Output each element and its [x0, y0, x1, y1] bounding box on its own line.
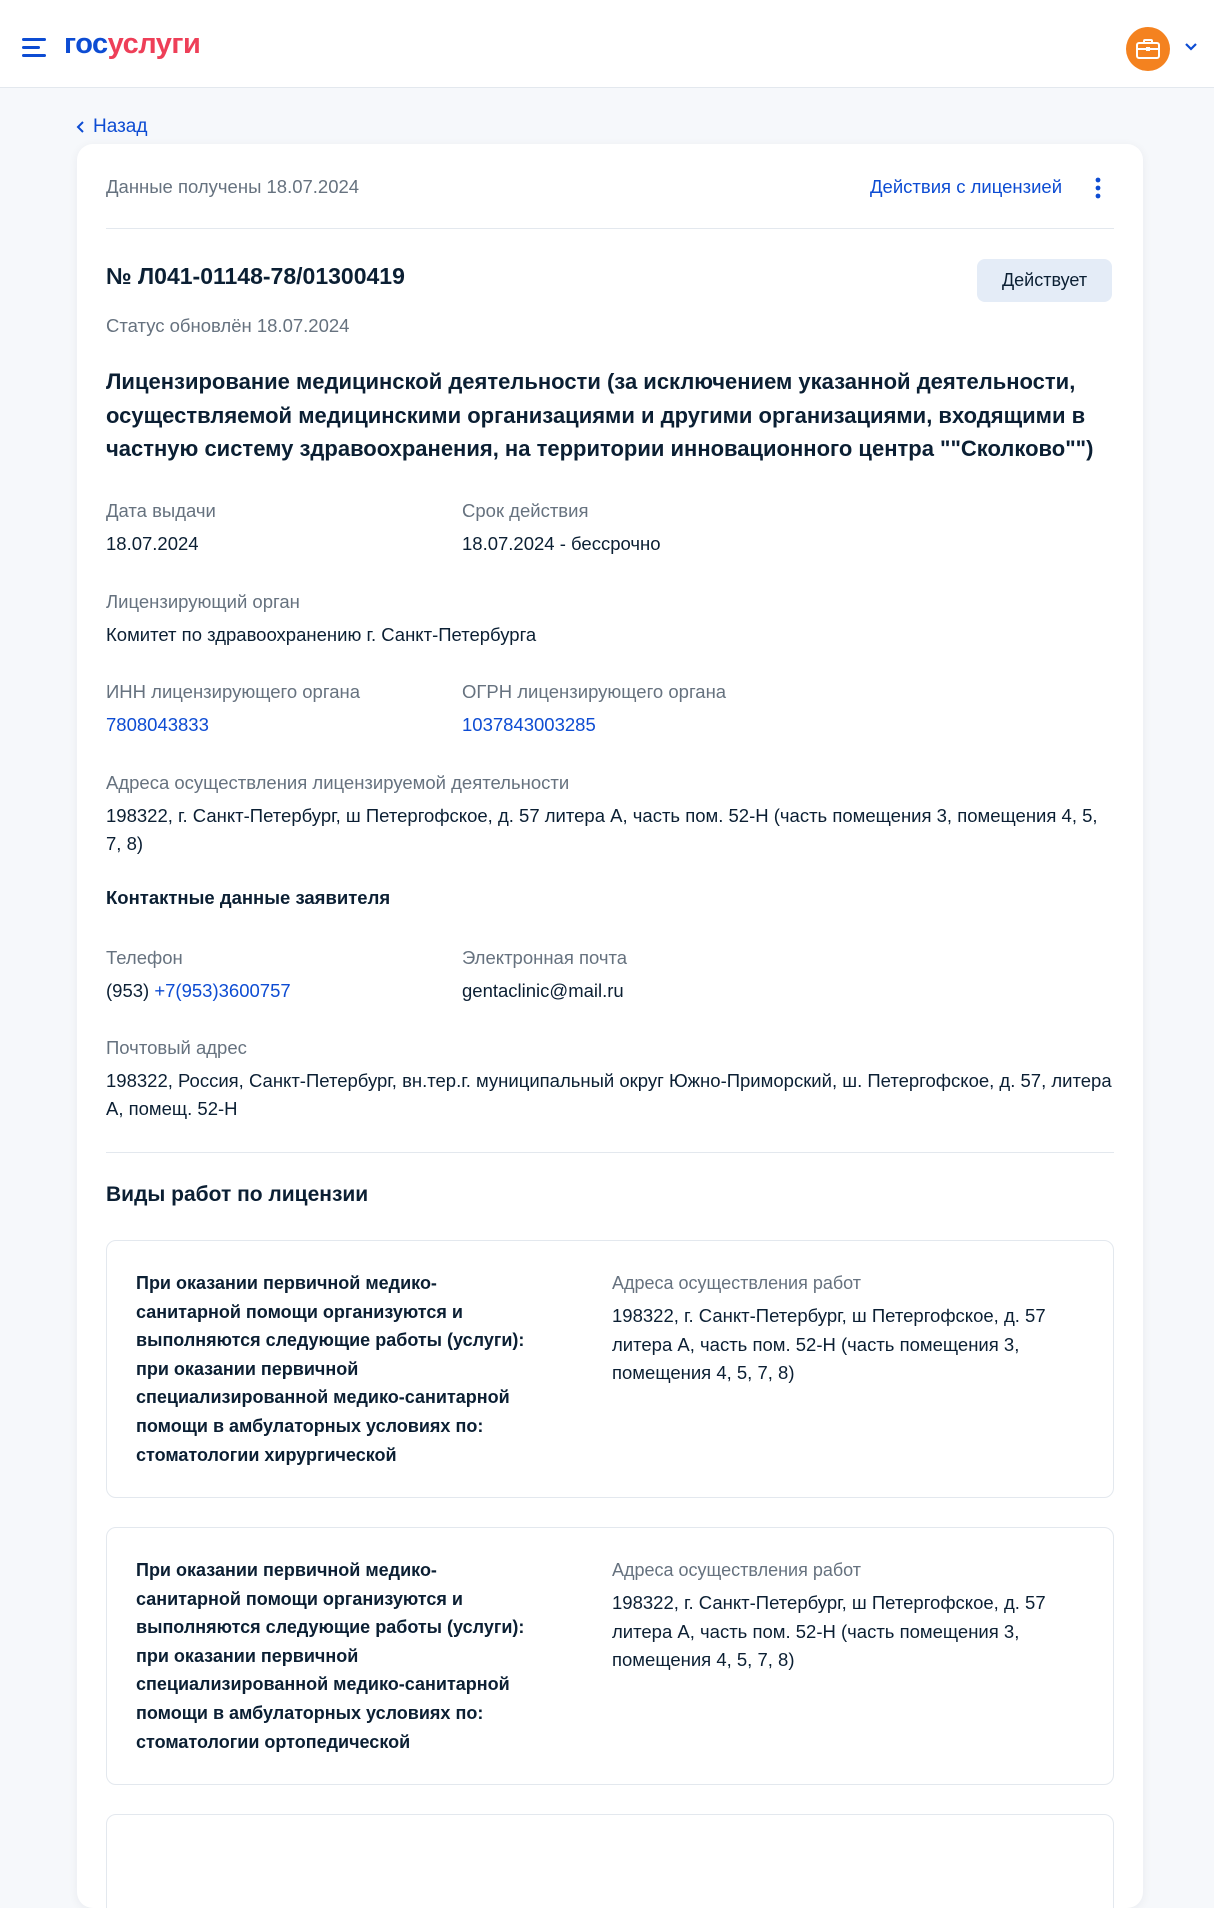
license-number: № Л041-01148-78/01300419 — [106, 263, 405, 289]
data-received-date: Данные получены 18.07.2024 — [106, 176, 360, 197]
back-label: Назад — [93, 116, 148, 137]
work-item — [106, 1240, 1114, 1498]
inn-link[interactable]: 7808043833 — [106, 714, 209, 735]
work-address: 198322, г. Санкт-Петербург, ш Петергофское, д. 57 литера А, часть пом. 52-Н (часть помещения 3, помещения 4, 5, 7, 8) — [612, 1305, 1046, 1384]
phone-label: Телефон — [106, 947, 183, 968]
activity-address: 198322, г. Санкт-Петербург, ш Петергофское, д. 57 литера А, часть пом. 52-Н (часть помещения 3, помещения 4, 5, 7, 8) — [106, 805, 1098, 854]
gosuslugi-logo[interactable]: госуслуги — [64, 28, 201, 60]
status-updated: Статус обновлён 18.07.2024 — [106, 315, 350, 336]
briefcase-icon — [1135, 38, 1161, 60]
inn-label: ИНН лицензирующего органа — [106, 681, 360, 702]
license-card — [77, 144, 1143, 1908]
activity-address-label: Адреса осуществления лицензируемой деятельности — [106, 772, 570, 793]
work-item — [106, 1814, 1114, 1908]
phone-row — [106, 977, 291, 1005]
work-address-label: Адреса осуществления работ — [612, 1273, 862, 1293]
menu-icon[interactable] — [22, 38, 48, 58]
authority-value: Комитет по здравоохранению г. Санкт-Петербурга — [106, 624, 537, 645]
validity-label: Срок действия — [462, 500, 589, 521]
divider — [106, 1152, 1114, 1153]
email-label: Электронная почта — [462, 947, 628, 968]
issue-date-label: Дата выдачи — [106, 500, 216, 521]
phone-prefix: (953) — [106, 980, 150, 1001]
ogrn-label: ОГРН лицензирующего органа — [462, 681, 727, 702]
status-badge: Действует — [977, 259, 1112, 302]
more-vertical-icon[interactable] — [1094, 177, 1102, 199]
top-header — [0, 0, 1214, 88]
chevron-left-icon — [76, 120, 85, 134]
work-title: При оказании первичной медико-санитарной помощи организуются и выполняются следующие работы (услуги): при оказании первичной специализированной медико-санитарной помощи в амбулаторных условиях по: стоматологии ортопедической — [136, 1560, 525, 1752]
issue-date: 18.07.2024 — [106, 533, 199, 554]
license-title: Лицензирование медицинской деятельности (за исключением указанной деятельности, осуществляемой медицинскими организациями и другими организациями, входящими в частную систему здравоохранения, на территории инновационного центра ""Сколково"") — [106, 369, 1094, 461]
work-title: При оказании первичной медико-санитарной помощи организуются и выполняются следующие работы (услуги): при оказании первичной специализированной медико-санитарной помощи в амбулаторных условиях по: стоматологии хирургической — [136, 1273, 525, 1465]
work-item — [106, 1527, 1114, 1785]
contacts-heading: Контактные данные заявителя — [106, 887, 391, 908]
profile-avatar[interactable] — [1126, 27, 1170, 71]
validity-value: 18.07.2024 - бессрочно — [462, 533, 661, 554]
email-value: gentaclinic@mail.ru — [462, 980, 624, 1001]
authority-label: Лицензирующий орган — [106, 591, 300, 612]
license-actions-link[interactable]: Действия с лицензией — [870, 176, 1063, 197]
back-link[interactable] — [76, 116, 147, 138]
postal-label: Почтовый адрес — [106, 1037, 247, 1058]
ogrn-link[interactable]: 1037843003285 — [462, 714, 596, 735]
postal-address: 198322, Россия, Санкт-Петербург, вн.тер.г. муниципальный округ Южно-Приморский, ш. Петергофское, д. 57, литера А, помещ. 52-Н — [106, 1070, 1112, 1119]
chevron-down-icon[interactable] — [1184, 42, 1198, 52]
phone-link[interactable]: +7(953)3600757 — [154, 980, 291, 1001]
divider — [106, 228, 1114, 229]
works-heading: Виды работ по лицензии — [106, 1183, 369, 1206]
work-address: 198322, г. Санкт-Петербург, ш Петергофское, д. 57 литера А, часть пом. 52-Н (часть помещения 3, помещения 4, 5, 7, 8) — [612, 1592, 1046, 1671]
work-address-label: Адреса осуществления работ — [612, 1560, 862, 1580]
